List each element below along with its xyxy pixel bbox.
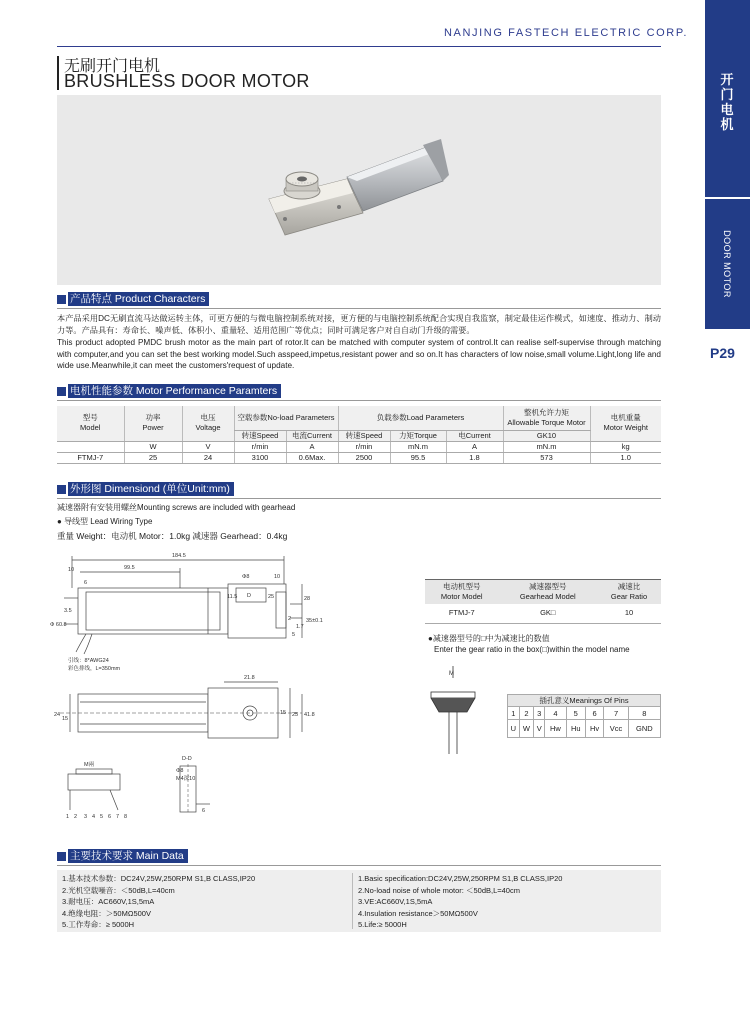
lead-label: 引线：8*AWG24 bbox=[68, 658, 109, 664]
dim-label: 28 bbox=[304, 596, 311, 602]
section-rule bbox=[57, 308, 661, 309]
section-label: 产品特点 Product Characters bbox=[68, 292, 209, 306]
section-marker-icon bbox=[57, 387, 66, 396]
page-title-en: BRUSHLESS DOOR MOTOR bbox=[64, 71, 310, 91]
pin-table bbox=[507, 694, 661, 738]
table-cell: 5 bbox=[566, 707, 585, 720]
main-data-line: 1.基本技术参数：DC24V,25W,250RPM S1,B CLASS,IP20 bbox=[62, 874, 256, 883]
pin-label: 7 bbox=[116, 814, 120, 820]
main-data-line: 5.Life:≥ 5000H bbox=[358, 920, 407, 929]
th-noload-speed: 转速Speed bbox=[234, 430, 286, 441]
section-label: 电机性能参数 Motor Performance Paramters bbox=[68, 384, 281, 398]
table-row bbox=[508, 720, 661, 738]
dim-label: 41.8 bbox=[304, 712, 315, 718]
main-data-line: 5.工作寿命：≥ 5000H bbox=[62, 920, 135, 929]
dim-label: 10 bbox=[68, 567, 75, 573]
dim-label: 25 bbox=[268, 594, 275, 600]
pin-label: 2 bbox=[74, 814, 78, 820]
table-cell: r/min bbox=[338, 441, 390, 452]
table-cell: GK□ bbox=[499, 604, 598, 624]
table-cell: V bbox=[534, 720, 545, 738]
gear-ratio-note-en: Enter the gear ratio in the box(□)within the model name bbox=[434, 645, 630, 654]
dim-label: 184.5 bbox=[172, 553, 186, 559]
dim-label: M4深10 bbox=[176, 776, 196, 782]
pin-label: 4 bbox=[92, 814, 96, 820]
pin-label: 5 bbox=[100, 814, 104, 820]
table-cell: W bbox=[519, 720, 534, 738]
table-header-row bbox=[425, 580, 661, 604]
th-gearhead-model: 减速器型号 Gearhead Model bbox=[499, 580, 598, 604]
main-data-cn bbox=[62, 873, 255, 931]
weight-info: 重量 Weight：电动机 Motor：1.0kg 减速器 Gearhead：0.4kg bbox=[57, 531, 288, 541]
table-cell: 95.5 bbox=[390, 452, 446, 463]
section-marker-icon bbox=[57, 295, 66, 304]
th-voltage: 电压 Voltage bbox=[182, 406, 234, 441]
dimension-drawing bbox=[40, 548, 340, 828]
page-title-cn: 无刷开门电机 bbox=[64, 58, 161, 75]
table-cell: FTMJ-7 bbox=[57, 452, 124, 463]
section-marker-icon bbox=[57, 852, 66, 861]
table-cell: 3 bbox=[534, 707, 545, 720]
table-cell: r/min bbox=[234, 441, 286, 452]
table-cell: 4 bbox=[545, 707, 566, 720]
dim-label: 6 bbox=[84, 580, 88, 586]
table-header-row bbox=[508, 695, 661, 707]
table-cell: Hw bbox=[545, 720, 566, 738]
dim-label: 2 bbox=[288, 616, 292, 622]
table-row bbox=[425, 604, 661, 624]
th-load-torque: 力矩Torque bbox=[390, 430, 446, 441]
motor-illustration bbox=[57, 95, 661, 285]
th-model: 型号 Model bbox=[57, 406, 124, 441]
title-bar bbox=[57, 56, 59, 90]
th-load: 负载参数Load Parameters bbox=[338, 406, 503, 430]
side-tab-label-en: DOOR MOTOR bbox=[722, 230, 732, 298]
section-header-performance bbox=[57, 384, 281, 398]
lead-label: 彩色排线，L=350mm bbox=[68, 666, 121, 672]
dim-label: M兩 bbox=[84, 762, 95, 768]
table-cell: W bbox=[124, 441, 182, 452]
main-data-line: 4.Insulation resistance＞50MΩ500V bbox=[358, 908, 478, 918]
th-gk10: GK10 bbox=[503, 430, 590, 441]
main-data-line: 1.Basic specification:DC24V,25W,250RPM S1,B CLASS,IP20 bbox=[358, 874, 563, 883]
th-torque: 整机允许力矩 Allowable Torque Motor bbox=[503, 406, 590, 430]
table-cell: 1 bbox=[508, 707, 520, 720]
table-header-row bbox=[57, 406, 661, 430]
wiring-type: ● 导线型 Lead Wiring Type bbox=[57, 517, 153, 526]
characters-text-cn: 本产品采用DC无刷直流马达做运转主体，可更方便的与微电脑控制系统对接，更方便的与电脑控制系统配合实现自我监察，制定最佳运作模式，如速度、推动力、制动力等。产品具有：寿命长、噪声低、体积小、重量轻、适用范围广等优点；同时可满足客户对自自动门升级的需要。 bbox=[57, 314, 661, 335]
dim-label: 10 bbox=[274, 574, 281, 580]
table-cell: U bbox=[508, 720, 520, 738]
table-cell: 573 bbox=[503, 452, 590, 463]
table-cell: 24 bbox=[182, 452, 234, 463]
dim-label: 11.5 bbox=[227, 594, 238, 600]
product-photo bbox=[57, 95, 661, 285]
table-cell: 3100 bbox=[234, 452, 286, 463]
th-gear-ratio: 减速比 Gear Ratio bbox=[597, 580, 661, 604]
dim-label: 15 bbox=[280, 710, 287, 716]
table-cell: 1.8 bbox=[446, 452, 503, 463]
dim-label: 35±0.1 bbox=[306, 618, 323, 624]
section-header-maindata bbox=[57, 849, 188, 863]
dim-label: 6 bbox=[202, 808, 206, 814]
table-cell: mN.m bbox=[390, 441, 446, 452]
table-row bbox=[57, 452, 661, 463]
company-name: NANJING FASTECH ELECTRIC CORP. bbox=[444, 27, 688, 39]
th-power: 功率 Power bbox=[124, 406, 182, 441]
pin-label: 8 bbox=[124, 814, 128, 820]
model-table bbox=[425, 579, 661, 624]
table-units-row bbox=[57, 441, 661, 452]
section-rule bbox=[57, 865, 661, 866]
table-cell: 0.6Max. bbox=[286, 452, 338, 463]
table-cell: 7 bbox=[604, 707, 629, 720]
section-label: 外形图 Dimensiond (单位Unit:mm) bbox=[68, 482, 234, 496]
pin-table-title: 插孔意义Meanings Of Pins bbox=[508, 695, 661, 707]
main-data-en bbox=[358, 873, 562, 931]
table-row bbox=[508, 707, 661, 720]
main-data-line: 2.No-load noise of whole motor: ＜50dB,L=40cm bbox=[358, 885, 520, 895]
dim-label: 15 bbox=[62, 716, 69, 722]
th-load-current: 电Current bbox=[446, 430, 503, 441]
pin-label: 6 bbox=[108, 814, 112, 820]
side-tab-label-cn: 开门电机 bbox=[720, 72, 734, 132]
table-cell: 8 bbox=[628, 707, 660, 720]
main-data-line: 3.VE:AC660V,1S,5mA bbox=[358, 897, 433, 906]
table-cell: FTMJ-7 bbox=[425, 604, 499, 624]
dim-label: Φ8 bbox=[176, 768, 184, 774]
main-data-line: 2.光机空载噪音：＜50dB,L=40cm bbox=[62, 885, 175, 895]
section-label: 主要技术要求 Main Data bbox=[68, 849, 188, 863]
dim-label: 1.7 bbox=[296, 624, 304, 630]
table-cell: mN.m bbox=[503, 441, 590, 452]
dim-label: 5 bbox=[292, 632, 296, 638]
table-cell: 2500 bbox=[338, 452, 390, 463]
connector-sketch bbox=[425, 664, 485, 774]
dim-label: Φ8 bbox=[242, 574, 250, 580]
dim-label: Φ 60.8 bbox=[50, 622, 67, 628]
page-number: P29 bbox=[710, 345, 735, 361]
section-header-dimension bbox=[57, 482, 234, 496]
pin-label: 1 bbox=[66, 814, 70, 820]
table-cell: 2 bbox=[519, 707, 534, 720]
dim-label: D bbox=[247, 593, 251, 599]
header-rule bbox=[57, 46, 661, 47]
dimension-note: 减速器附有安装用螺丝Mounting screws are included with gearhead bbox=[57, 503, 296, 512]
table-cell: Vcc bbox=[604, 720, 629, 738]
table-cell: 25 bbox=[124, 452, 182, 463]
main-data-divider bbox=[352, 873, 353, 929]
table-cell: A bbox=[446, 441, 503, 452]
connector-label: M bbox=[449, 671, 454, 677]
table-cell: GND bbox=[628, 720, 660, 738]
table-cell: A bbox=[286, 441, 338, 452]
th-load-speed: 转速Speed bbox=[338, 430, 390, 441]
table-cell: 1.0 bbox=[590, 452, 661, 463]
section-rule bbox=[57, 400, 661, 401]
pin-label: 3 bbox=[84, 814, 88, 820]
table-cell: kg bbox=[590, 441, 661, 452]
dim-label: 21.8 bbox=[244, 675, 255, 681]
dim-label: 3.5 bbox=[64, 608, 72, 614]
th-weight: 电机重量 Motor Weight bbox=[590, 406, 661, 441]
dim-label: 24 bbox=[54, 712, 61, 718]
characters-text-en: This product adopted PMDC brush motor as the main part of rotor.It can be matched with computer system of control.It can realise self-supervise through matching with computer,and you can set the best working model.Such asspeed,impetus,resistant power and so on.It has characters of low noise,small volume.Light,long life and wide use.Meanwhile,it can meet the customers'request of update. bbox=[57, 338, 661, 370]
table-cell bbox=[57, 441, 124, 452]
main-data-line: 4.绝缘电阻：＞50MΩ500V bbox=[62, 908, 151, 918]
section-rule bbox=[57, 498, 661, 499]
table-cell: Hu bbox=[566, 720, 585, 738]
th-motor-model: 电动机型号 Motor Model bbox=[425, 580, 499, 604]
table-cell: 10 bbox=[597, 604, 661, 624]
th-noload-current: 电流Current bbox=[286, 430, 338, 441]
dim-label: 25 bbox=[292, 712, 299, 718]
table-cell: 6 bbox=[585, 707, 603, 720]
performance-table bbox=[57, 406, 661, 464]
section-marker-icon bbox=[57, 485, 66, 494]
th-noload: 空载参数No-load Parameters bbox=[234, 406, 338, 430]
gear-ratio-note-cn: ●减速器型号的□中为减速比的数值 bbox=[428, 634, 550, 643]
table-cell: V bbox=[182, 441, 234, 452]
main-data-line: 3.耐电压：AC660V,1S,5mA bbox=[62, 897, 155, 906]
dim-label: D-D bbox=[182, 756, 192, 762]
dim-label: 99.5 bbox=[124, 565, 135, 571]
table-cell: Hv bbox=[585, 720, 603, 738]
section-header-characters bbox=[57, 292, 209, 306]
